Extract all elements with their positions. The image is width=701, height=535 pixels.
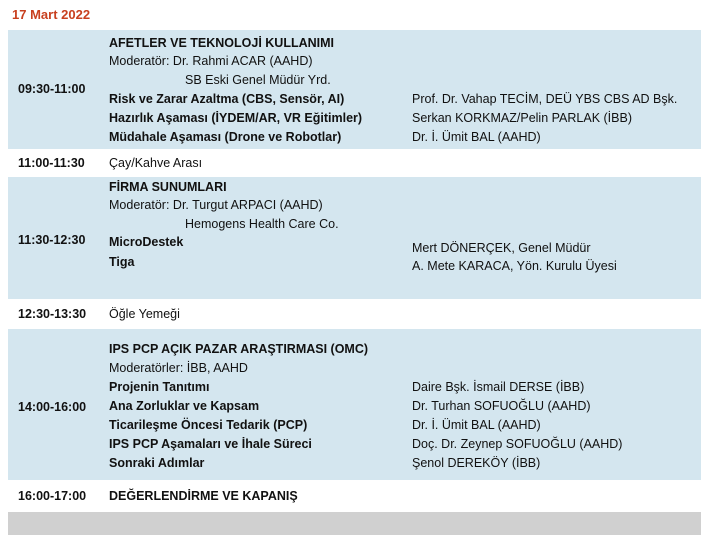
speaker: Dr. İ. Ümit BAL (AAHD): [412, 418, 541, 432]
topic: Tiga: [109, 255, 135, 269]
moderator: Moderatör: Dr. Turgut ARPACI (AAHD): [109, 198, 323, 212]
topic: Müdahale Aşaması (Drone ve Robotlar): [109, 130, 342, 144]
moderator: Moderatörler: İBB, AAHD: [109, 361, 248, 375]
session-company-presentations: [8, 177, 701, 299]
speaker: Daire Bşk. İsmail DERSE (İBB): [412, 380, 585, 394]
session-time: 11:00-11:30: [18, 156, 85, 170]
moderator-title: SB Eski Genel Müdür Yrd.: [185, 73, 331, 87]
speaker: Mert DÖNERÇEK, Genel Müdür: [412, 241, 591, 255]
speaker: A. Mete KARACA, Yön. Kurulu Üyesi: [412, 259, 617, 273]
session-title: FİRMA SUNUMLARI: [109, 180, 227, 194]
session-title: IPS PCP AÇIK PAZAR ARAŞTIRMASI (OMC): [109, 342, 369, 356]
session-title: Çay/Kahve Arası: [109, 156, 203, 170]
topic: Sonraki Adımlar: [109, 456, 205, 470]
speaker: Prof. Dr. Vahap TECİM, DEÜ YBS CBS AD Bşk.: [412, 92, 678, 106]
topic: Ana Zorluklar ve Kapsam: [109, 399, 260, 413]
session-title: AFETLER VE TEKNOLOJİ KULLANIMI: [109, 36, 334, 50]
session-lunch: [8, 299, 701, 329]
session-time: 14:00-16:00: [18, 400, 87, 414]
session-disaster-tech: [8, 30, 701, 149]
session-title: Öğle Yemeği: [109, 307, 180, 321]
moderator-title: Hemogens Health Care Co.: [185, 217, 339, 231]
session-coffee-break: [8, 149, 701, 177]
topic: Ticarileşme Öncesi Tedarik (PCP): [109, 418, 308, 432]
session-title: DEĞERLENDİRME VE KAPANIŞ: [109, 489, 298, 503]
session-closing: [8, 480, 701, 512]
session-time: 12:30-13:30: [18, 307, 87, 321]
topic: Risk ve Zarar Azaltma (CBS, Sensör, AI): [109, 92, 345, 106]
topic: Projenin Tanıtımı: [109, 380, 210, 394]
session-time: 16:00-17:00: [18, 489, 87, 503]
speaker: Dr. İ. Ümit BAL (AAHD): [412, 130, 541, 144]
speaker: Şenol DEREKÖY (İBB): [412, 456, 541, 470]
session-time: 11:30-12:30: [18, 233, 86, 247]
moderator: Moderatör: Dr. Rahmi ACAR (AAHD): [109, 54, 313, 68]
speaker: Dr. Turhan SOFUOĞLU (AAHD): [412, 399, 591, 413]
footer-bar: [8, 512, 701, 535]
topic: MicroDestek: [109, 235, 184, 249]
topic: IPS PCP Aşamaları ve İhale Süreci: [109, 437, 312, 451]
session-time: 09:30-11:00: [18, 82, 86, 96]
speaker: Doç. Dr. Zeynep SOFUOĞLU (AAHD): [412, 437, 623, 451]
speaker: Serkan KORKMAZ/Pelin PARLAK (İBB): [412, 111, 632, 125]
topic: Hazırlık Aşaması (İYDEM/AR, VR Eğitimler): [109, 111, 363, 125]
program-date: 17 Mart 2022: [12, 7, 91, 22]
session-ips-pcp: [8, 329, 701, 480]
